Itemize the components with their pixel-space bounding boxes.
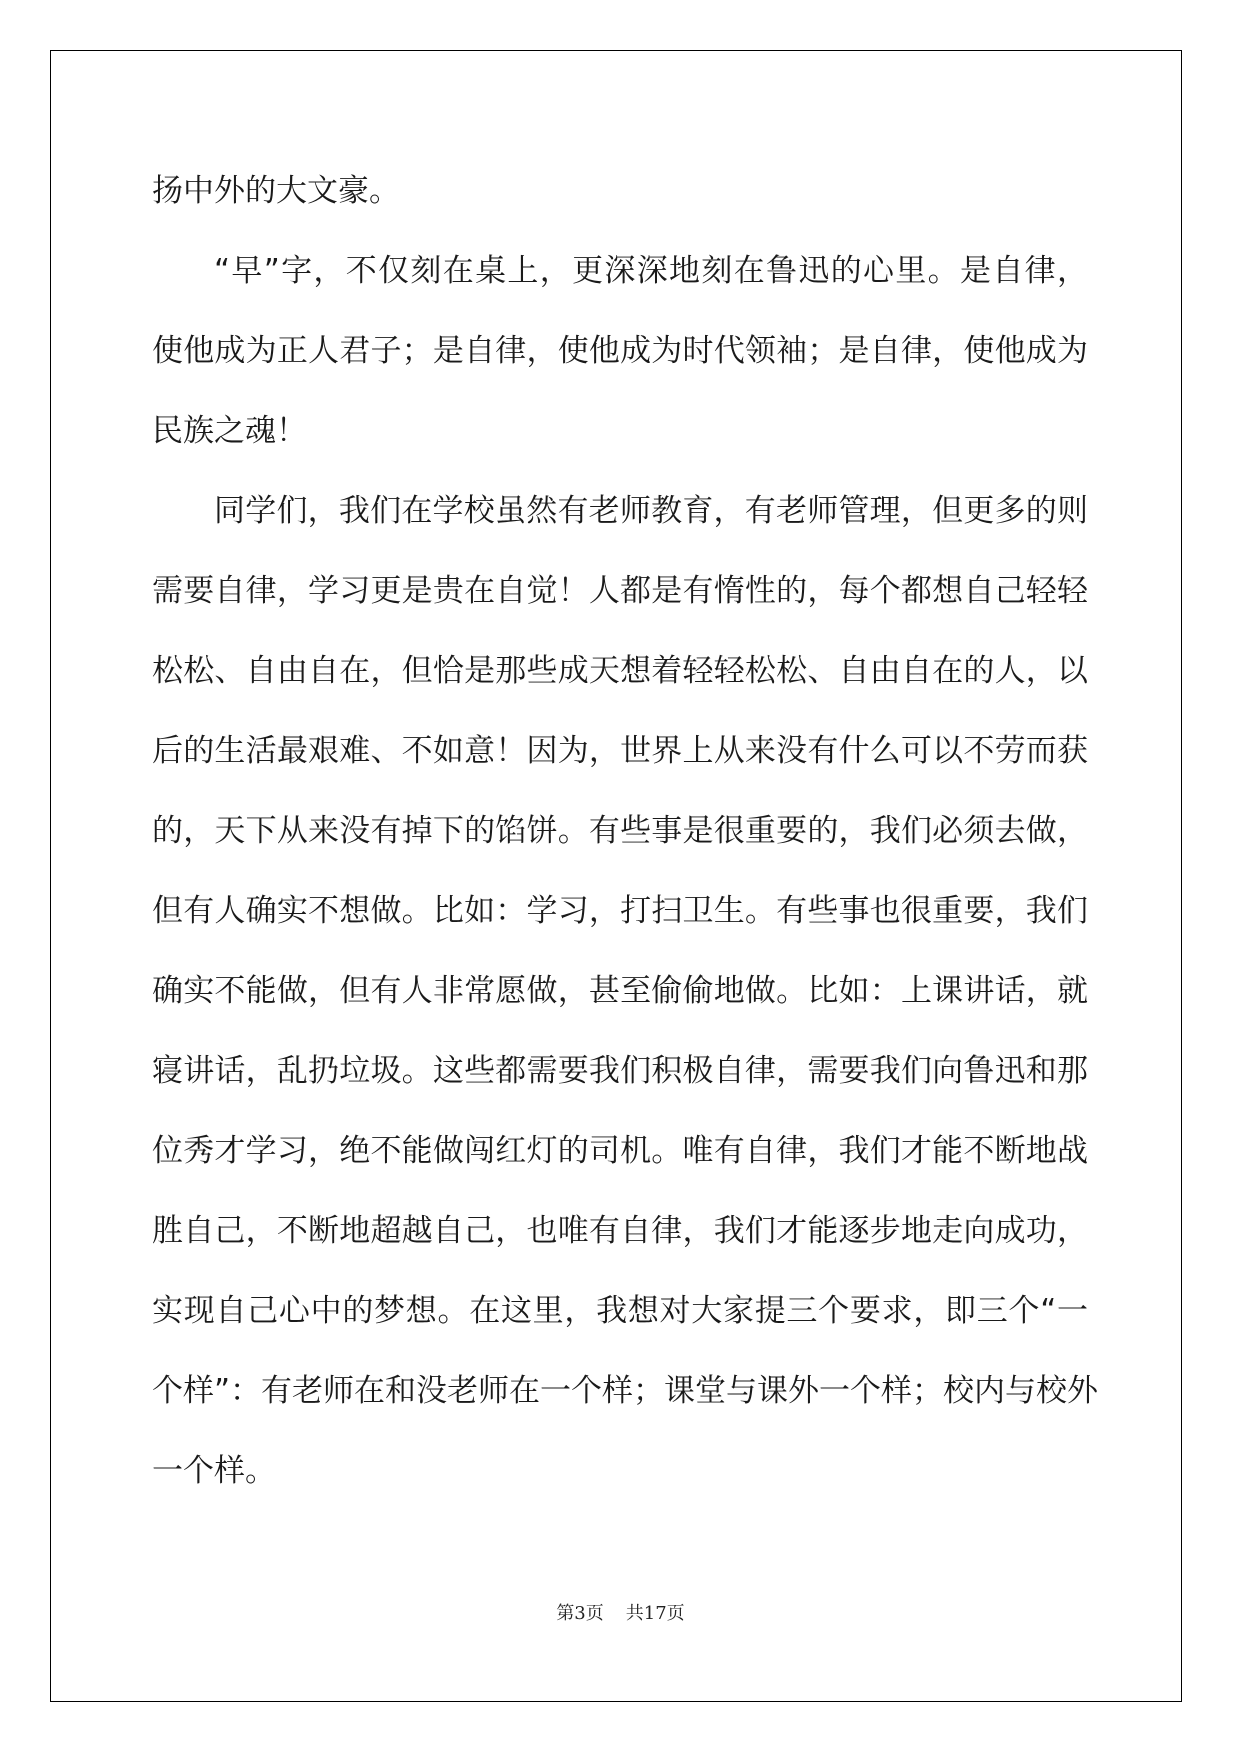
text-line: 实现自己心中的梦想。在这里，我想对大家提三个要求，即三个“一	[152, 1293, 1088, 1329]
text-line: “早”字，不仅刻在桌上，更深深地刻在鲁迅的心里。是自律，	[214, 253, 1088, 289]
text-line: 扬中外的大文豪。	[152, 173, 400, 209]
text-line: 后的生活最艰难、不如意！因为，世界上从来没有什么可以不劳而获	[152, 733, 1088, 769]
text-line: 一个样。	[152, 1453, 276, 1489]
text-line: 的，天下从来没有掉下的馅饼。有些事是很重要的，我们必须去做，	[152, 813, 1088, 849]
text-line: 需要自律，学习更是贵在自觉！人都是有惰性的，每个都想自己轻轻	[152, 573, 1088, 609]
text-line: 松松、自由自在，但恰是那些成天想着轻轻松松、自由自在的人，以	[152, 653, 1088, 689]
text-line: 但有人确实不想做。比如：学习，打扫卫生。有些事也很重要，我们	[152, 893, 1088, 929]
text-line: 胜自己，不断地超越自己，也唯有自律，我们才能逐步地走向成功，	[152, 1213, 1088, 1249]
document-body	[152, 166, 1099, 1526]
text-line: 确实不能做，但有人非常愿做，甚至偷偷地做。比如：上课讲话，就	[152, 973, 1088, 1009]
page-footer	[0, 1599, 1241, 1625]
text-line: 位秀才学习，绝不能做闯红灯的司机。唯有自律，我们才能不断地战	[152, 1133, 1088, 1169]
text-line: 寝讲话，乱扔垃圾。这些都需要我们积极自律，需要我们向鲁迅和那	[152, 1053, 1088, 1089]
text-line: 使他成为正人君子；是自律，使他成为时代领袖；是自律，使他成为	[152, 333, 1088, 369]
page-number: 第3页	[556, 1603, 604, 1624]
text-line: 同学们，我们在学校虽然有老师教育，有老师管理，但更多的则	[214, 493, 1088, 529]
page-total: 共17页	[625, 1603, 685, 1624]
text-line: 民族之魂！	[152, 413, 307, 449]
text-line: 个样”：有老师在和没老师在一个样；课堂与课外一个样；校内与校外	[152, 1373, 1099, 1409]
